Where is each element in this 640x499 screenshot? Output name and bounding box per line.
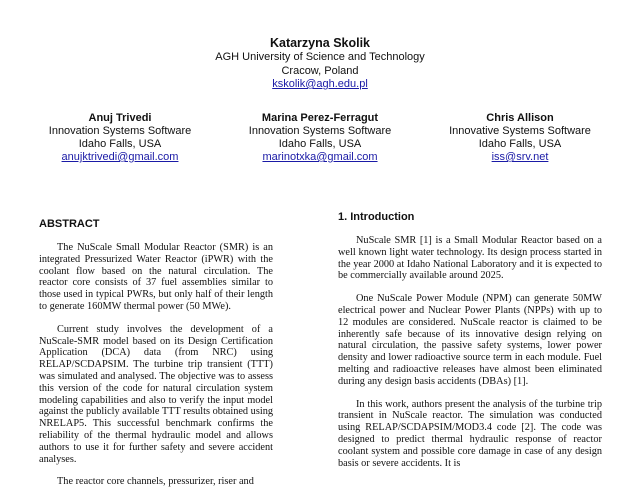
abstract-paragraph: Current study involves the development of a NuScale-SMR model based on its Design Certification Application (DCA) data (from NRC) using RELAP/SCDAPSIM. The turbine trip transient (TTT) was simulated and analysed. The objective was to assess this version of the code for natural circulation system modeling capabilities and also to verify the input model against the publicly available TTT results obtained using NRELAP5. This successful benchmark confirms the reliability of the thermal hydraulic model and allows authors to use it for further safety and severe accident analyses. <box>39 323 273 465</box>
main-author-name: Katarzyna Skolik <box>269 36 371 50</box>
coauthor-affiliation: Innovative Systems Software <box>449 125 591 137</box>
abstract-column <box>39 218 273 499</box>
main-author-location: Cracow, Poland <box>281 64 359 77</box>
coauthor-location: Idaho Falls, USA <box>78 138 162 150</box>
coauthor-3-block <box>420 112 620 164</box>
coauthor-2-block <box>220 112 420 164</box>
main-author-block <box>0 36 640 92</box>
main-author-affiliation: AGH University of Science and Technology <box>215 51 425 63</box>
coauthor-1-block <box>20 112 220 164</box>
main-author-email-link[interactable]: kskolik@agh.edu.pl <box>272 78 368 90</box>
abstract-heading: ABSTRACT <box>39 218 100 230</box>
coauthor-email-link[interactable]: iss@srv.net <box>491 151 549 163</box>
abstract-paragraph: The reactor core channels, pressurizer, riser and <box>57 476 254 488</box>
coauthor-location: Idaho Falls, USA <box>478 138 562 150</box>
coauthor-affiliation: Innovation Systems Software <box>48 125 192 137</box>
introduction-paragraph: One NuScale Power Module (NPM) can generate 50MW electrical power and Nuclear Power Plants (NPPs) with up to 12 modules are considered. NuScale reactor is claimed to be inherently safe because of its innovative design relying on natural circulation, the passive safety systems, lower power density and lower radioactive source term in each module. Fuel melting and radioactive releases have almost been eliminated during any design basis accidents (DBAs) [1]. <box>338 293 602 387</box>
coauthor-email-link[interactable]: anujktrivedi@gmail.com <box>61 151 179 163</box>
introduction-paragraph: NuScale SMR [1] is a Small Modular Reactor based on a well known light water technology. Its design process started in the year 2000 at Idaho National Laboratory and it is expected to be commercially available around 2025. <box>338 235 602 282</box>
introduction-heading: 1. Introduction <box>338 211 415 223</box>
coauthor-name: Chris Allison <box>486 112 554 124</box>
introduction-column <box>338 211 602 480</box>
coauthor-affiliation: Innovation Systems Software <box>248 125 392 137</box>
coauthor-location: Idaho Falls, USA <box>278 138 362 150</box>
abstract-paragraph: The NuScale Small Modular Reactor (SMR) is an integrated Pressurized Water Reactor (iPWR) with the coolant flow based on the natural circulation. The reactor core consists of 37 fuel assemblies similar to those used in typical PWRs, but only half of their length to generate 160MW thermal power (50 MWe). <box>39 242 273 312</box>
coauthor-email-link[interactable]: marinotxka@gmail.com <box>262 151 378 163</box>
coauthor-name: Marina Perez-Ferragut <box>261 112 379 124</box>
coauthor-name: Anuj Trivedi <box>88 112 152 124</box>
introduction-paragraph: In this work, authors present the analysis of the turbine trip transient in NuScale reactor. The simulation was conducted using RELAP/SCDAPSIM/MOD3.4 code [2]. The code was designed to predict thermal hydraulic response of reactor coolant system and possible core damage in case of any design basis or severe accidents. It is <box>338 398 602 469</box>
